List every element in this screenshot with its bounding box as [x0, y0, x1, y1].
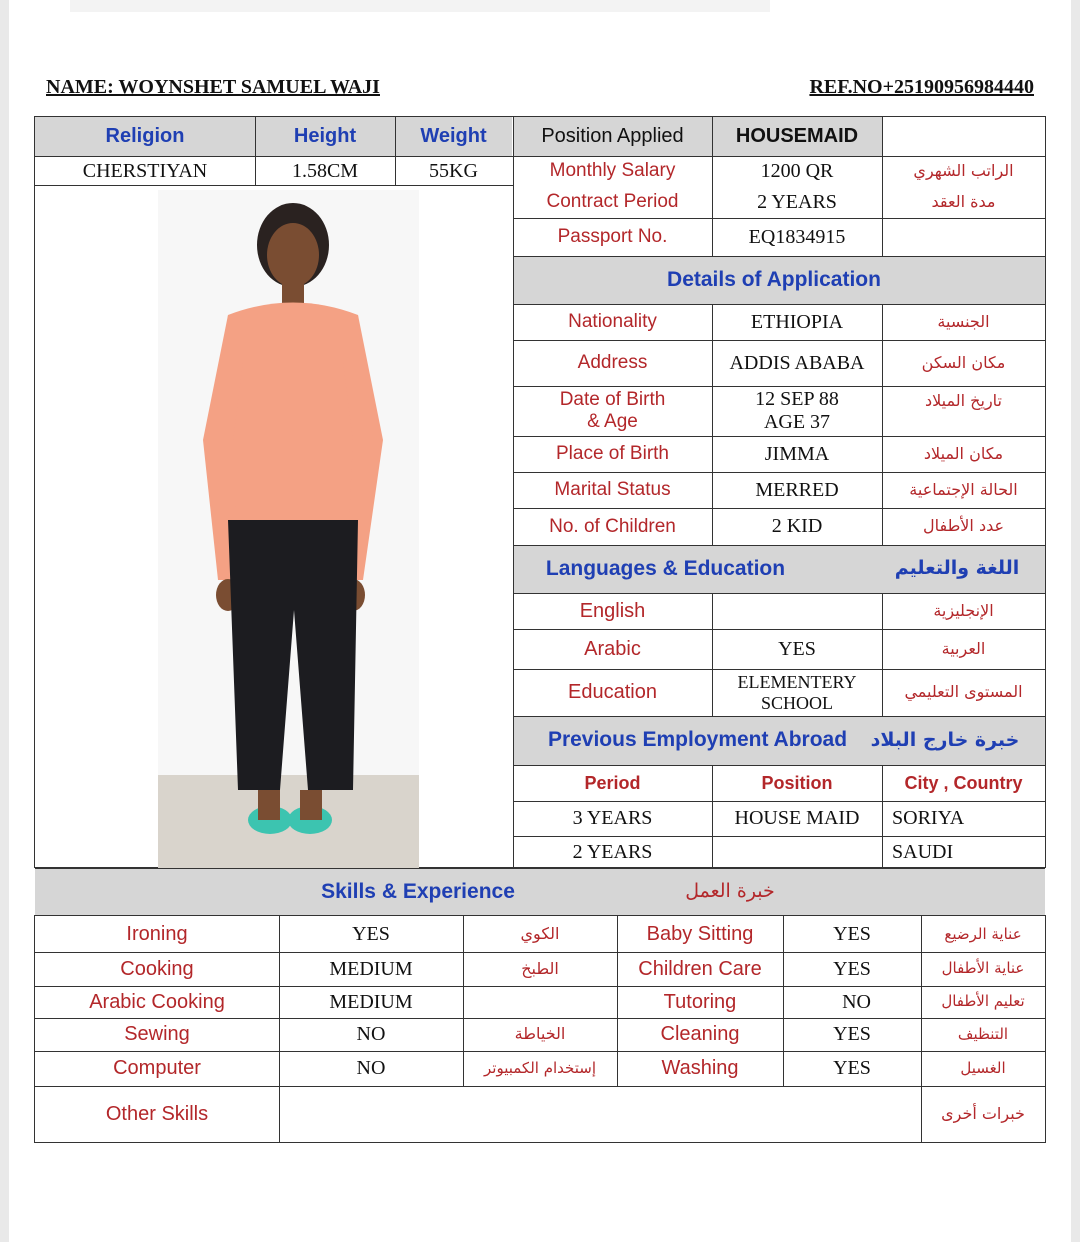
row-line — [513, 836, 1045, 837]
col-line — [882, 117, 883, 256]
english-arabic: الإنجليزية — [933, 600, 994, 620]
address-arabic: مكان السكن — [921, 352, 1006, 372]
children-arabic: عدد الأطفال — [922, 516, 1005, 536]
reference-number: REF.NO+25190956984440 — [809, 76, 1034, 98]
contract-label: Contract Period — [546, 191, 679, 213]
employment-title-arabic: خبرة خارج البلاد — [870, 728, 1020, 751]
skill-babysitting-label: Baby Sitting — [646, 923, 754, 945]
weight-label: Weight — [420, 125, 487, 147]
employment-city-header: City , Country — [904, 772, 1023, 793]
address-value: ADDIS ABABA — [729, 351, 865, 374]
skill-babysitting-value: YES — [833, 923, 871, 945]
row-line — [35, 1018, 1045, 1019]
english-label: English — [579, 599, 646, 622]
skill-ironing-label: Ironing — [126, 923, 188, 945]
col-line — [882, 765, 883, 868]
skill-washing-arabic: الغسيل — [960, 1058, 1006, 1077]
employment-city-2: SAUDI — [892, 840, 954, 863]
dob-value-line1: 12 SEP 88 — [755, 388, 839, 410]
skill-cleaning-value: YES — [833, 1023, 871, 1045]
dob-label-line2: & Age — [587, 411, 638, 432]
skill-childrencare-value: YES — [833, 957, 871, 980]
other-skills-arabic: خبرات أخرى — [941, 1103, 1025, 1123]
pob-arabic: مكان الميلاد — [923, 443, 1004, 463]
contract-arabic: مدة العقد — [931, 191, 996, 211]
left-frame — [0, 0, 9, 1242]
row-line — [513, 545, 1045, 546]
skill-computer-label: Computer — [113, 1057, 201, 1079]
skill-tutoring-label: Tutoring — [663, 990, 737, 1013]
contract-value: 2 YEARS — [757, 190, 837, 213]
skill-computer-arabic: إستخدام الكمبيوتر — [484, 1058, 596, 1077]
row-line — [513, 508, 1045, 509]
skill-cleaning-label: Cleaning — [660, 1023, 740, 1045]
col-line — [513, 117, 514, 868]
row-line — [513, 340, 1045, 341]
arabic-arabic: العربية — [941, 638, 986, 658]
position-applied-value: HOUSEMAID — [735, 125, 859, 147]
marital-label: Marital Status — [554, 479, 671, 501]
col-line — [712, 117, 713, 256]
skill-sewing-arabic: الخياطة — [514, 1024, 566, 1044]
pob-value: JIMMA — [764, 442, 830, 465]
row-line — [513, 304, 1045, 305]
skill-cooking-value: MEDIUM — [329, 957, 413, 980]
dob-value-line2: AGE 37 — [763, 411, 831, 433]
height-value: 1.58CM — [291, 159, 359, 182]
marital-arabic: الحالة الإجتماعية — [909, 479, 1018, 499]
salary-value: 1200 QR — [760, 159, 834, 182]
details-title: Details of Application — [667, 267, 881, 291]
skill-arabic-cooking-label: Arabic Cooking — [89, 990, 225, 1013]
address-label: Address — [577, 352, 648, 374]
col-line — [882, 593, 883, 716]
skill-tutoring-arabic: تعليم الأطفال — [941, 992, 1025, 1011]
nationality-arabic: الجنسية — [937, 311, 990, 331]
row-line — [35, 952, 1045, 953]
skill-childrencare-label: Children Care — [638, 957, 762, 980]
row-line — [35, 1086, 1045, 1087]
nationality-value: ETHIOPIA — [750, 310, 844, 333]
row-line — [35, 1051, 1045, 1052]
top-faint-strip — [70, 0, 770, 12]
col-line — [712, 765, 713, 868]
languages-title-arabic: اللغة والتعليم — [894, 557, 1020, 580]
skills-title: Skills & Experience — [321, 879, 515, 903]
skill-sewing-value: NO — [356, 1023, 386, 1045]
languages-title: Languages & Education — [545, 556, 786, 580]
skill-arabic-cooking-value: MEDIUM — [329, 990, 413, 1013]
employment-period-2: 2 YEARS — [572, 840, 653, 863]
col-line — [783, 916, 784, 1086]
education-value-line2: SCHOOL — [760, 692, 833, 713]
dob-value — [712, 386, 882, 436]
passport-value: EQ1834915 — [748, 225, 846, 248]
arabic-value: YES — [778, 637, 816, 660]
skill-cleaning-arabic: التنظيف — [957, 1024, 1009, 1043]
row-line — [513, 218, 1045, 219]
skills-title-arabic: خبرة العمل — [685, 880, 775, 903]
education-value — [712, 669, 882, 716]
employment-title: Previous Employment Abroad — [547, 728, 848, 752]
children-label: No. of Children — [549, 515, 676, 537]
skill-tutoring-value: NO — [842, 990, 871, 1013]
row-line — [513, 256, 1045, 257]
skill-computer-value: NO — [356, 1057, 386, 1079]
education-arabic: المستوى التعليمي — [904, 682, 1023, 702]
row-line — [513, 716, 1045, 717]
pob-label: Place of Birth — [556, 443, 669, 465]
employment-position-header: Position — [761, 772, 833, 793]
col-line — [712, 593, 713, 716]
row-line — [513, 669, 1045, 670]
salary-label: Monthly Salary — [549, 160, 676, 182]
col-line — [921, 916, 922, 1142]
employment-city-1: SORIYA — [892, 807, 965, 829]
weight-value: 55KG — [429, 159, 478, 182]
dob-label-line1: Date of Birth — [559, 389, 666, 411]
skill-babysitting-arabic: عناية الرضيع — [944, 924, 1022, 943]
right-frame — [1071, 0, 1080, 1242]
arabic-label: Arabic — [584, 637, 641, 660]
skill-washing-label: Washing — [661, 1057, 739, 1079]
candidate-name: NAME: WOYNSHET SAMUEL WAJI — [46, 76, 380, 98]
col-line — [463, 916, 464, 1086]
salary-arabic: الراتب الشهري — [913, 160, 1014, 180]
dob-arabic: تاريخ الميلاد — [925, 390, 1002, 410]
candidate-photo — [158, 190, 419, 868]
education-value-line1: ELEMENTERY — [737, 671, 857, 692]
nationality-label: Nationality — [568, 311, 657, 333]
dob-label — [513, 386, 712, 436]
employment-position-1: HOUSE MAID — [734, 807, 860, 829]
row-line — [513, 801, 1045, 802]
col-line — [395, 117, 396, 186]
skill-cooking-label: Cooking — [120, 957, 194, 980]
col-line — [255, 117, 256, 186]
col-line — [279, 916, 280, 1142]
skill-washing-value: YES — [833, 1057, 871, 1079]
education-label: Education — [568, 681, 657, 703]
employment-period-header: Period — [584, 772, 641, 793]
skill-sewing-label: Sewing — [124, 1023, 190, 1045]
skill-ironing-value: YES — [352, 923, 390, 945]
row-line — [35, 185, 513, 186]
row-line — [513, 436, 1045, 437]
row-line — [513, 593, 1045, 594]
row-line — [35, 986, 1045, 987]
row-line — [513, 629, 1045, 630]
row-line — [513, 765, 1045, 766]
skill-cooking-arabic: الطبخ — [521, 958, 559, 978]
religion-label: Religion — [105, 125, 185, 147]
marital-value: MERRED — [755, 478, 839, 501]
row-line — [513, 472, 1045, 473]
skill-ironing-arabic: الكوي — [520, 924, 560, 944]
position-applied-label: Position Applied — [541, 125, 684, 147]
passport-label: Passport No. — [557, 226, 668, 248]
height-label: Height — [293, 125, 357, 147]
religion-value: CHERSTIYAN — [82, 159, 208, 182]
skill-childrencare-arabic: عناية الأطفال — [941, 959, 1025, 978]
employment-period-1: 3 YEARS — [572, 807, 653, 829]
other-skills-label: Other Skills — [105, 1102, 209, 1125]
col-line — [617, 916, 618, 1086]
children-value: 2 KID — [771, 515, 823, 537]
row-line — [513, 386, 1045, 387]
